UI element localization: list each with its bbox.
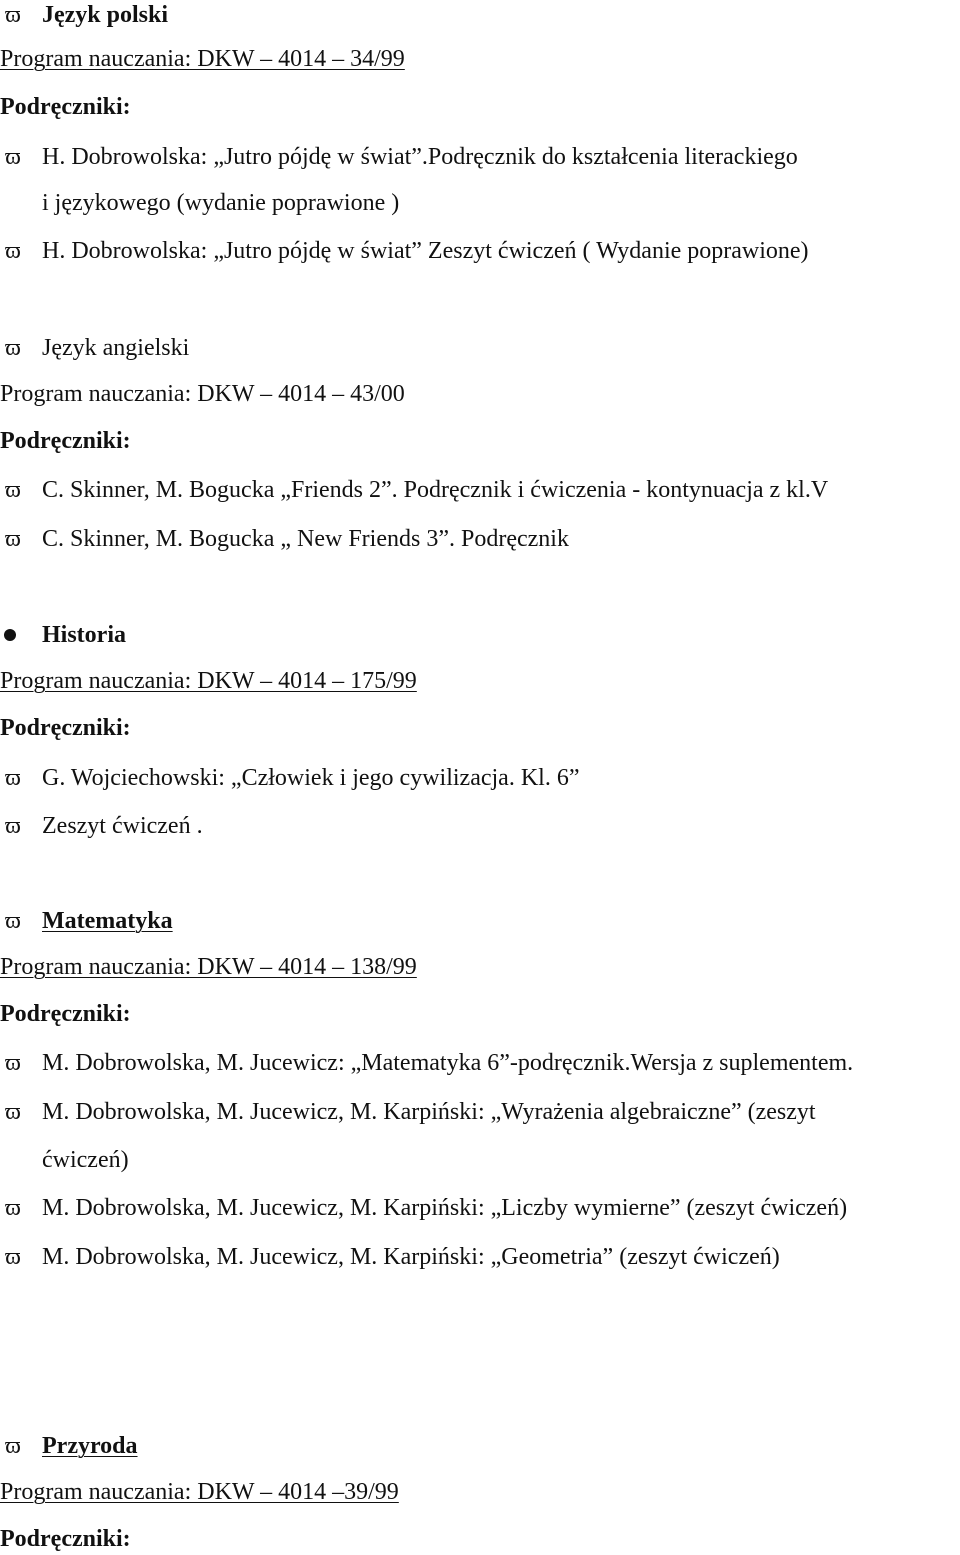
textbook-item: M. Dobrowolska, M. Jucewicz: „Matematyka 6”-podręcznik.Wersja z suplementem. <box>42 1050 854 1076</box>
bullet-icon: ϖ <box>5 1050 21 1076</box>
textbook-item-continued: i językowego (wydanie poprawione ) <box>42 190 400 216</box>
textbook-item: H. Dobrowolska: „Jutro pójdę w świat”.Podręcznik do kształcenia literackiego <box>42 144 798 170</box>
textbook-item: M. Dobrowolska, M. Jucewicz, M. Karpiński: „Geometria” (zeszyt ćwiczeń) <box>42 1244 780 1270</box>
bullet-icon: ϖ <box>5 526 21 552</box>
bullet-icon: ϖ <box>5 765 21 791</box>
textbook-item: H. Dobrowolska: „Jutro pójdę w świat” Zeszyt ćwiczeń ( Wydanie poprawione) <box>42 238 809 264</box>
podreczniki-label: Podręczniki: <box>0 1001 131 1027</box>
bullet-icon: ϖ <box>5 335 21 361</box>
textbook-item-continued: ćwiczeń) <box>42 1147 129 1173</box>
program-line: Program nauczania: DKW – 4014 – 175/99 <box>0 668 417 694</box>
textbook-item: M. Dobrowolska, M. Jucewicz, M. Karpiński: „Wyrażenia algebraiczne” (zeszyt <box>42 1099 816 1125</box>
podreczniki-label: Podręczniki: <box>0 1526 131 1552</box>
textbook-item: C. Skinner, M. Bogucka „Friends 2”. Podręcznik i ćwiczenia - kontynuacja z kl.V <box>42 477 829 503</box>
program-line: Program nauczania: DKW – 4014 – 138/99 <box>0 954 417 980</box>
bullet-dot-icon <box>4 629 16 641</box>
bullet-icon: ϖ <box>5 477 21 503</box>
podreczniki-label: Podręczniki: <box>0 94 131 120</box>
subject-title: Historia <box>42 622 126 648</box>
subject-title: Matematyka <box>42 908 173 934</box>
textbook-item: G. Wojciechowski: „Człowiek i jego cywilizacja. Kl. 6” <box>42 765 580 791</box>
subject-title: Przyroda <box>42 1433 138 1459</box>
bullet-icon: ϖ <box>5 2 21 28</box>
program-line: Program nauczania: DKW – 4014 –39/99 <box>0 1479 399 1505</box>
bullet-icon: ϖ <box>5 1244 21 1270</box>
bullet-icon: ϖ <box>5 813 21 839</box>
textbook-item: M. Dobrowolska, M. Jucewicz, M. Karpiński: „Liczby wymierne” (zeszyt ćwiczeń) <box>42 1195 848 1221</box>
podreczniki-label: Podręczniki: <box>0 428 131 454</box>
subject-title: Język angielski <box>42 335 190 361</box>
program-line: Program nauczania: DKW – 4014 – 34/99 <box>0 46 405 72</box>
program-line: Program nauczania: DKW – 4014 – 43/00 <box>0 381 405 407</box>
bullet-icon: ϖ <box>5 1433 21 1459</box>
bullet-icon: ϖ <box>5 144 21 170</box>
bullet-icon: ϖ <box>5 238 21 264</box>
bullet-icon: ϖ <box>5 1099 21 1125</box>
bullet-icon: ϖ <box>5 1195 21 1221</box>
textbook-item: Zeszyt ćwiczeń . <box>42 813 203 839</box>
subject-title: Język polski <box>42 2 169 28</box>
textbook-item: C. Skinner, M. Bogucka „ New Friends 3”. Podręcznik <box>42 526 569 552</box>
bullet-icon: ϖ <box>5 908 21 934</box>
podreczniki-label: Podręczniki: <box>0 715 131 741</box>
